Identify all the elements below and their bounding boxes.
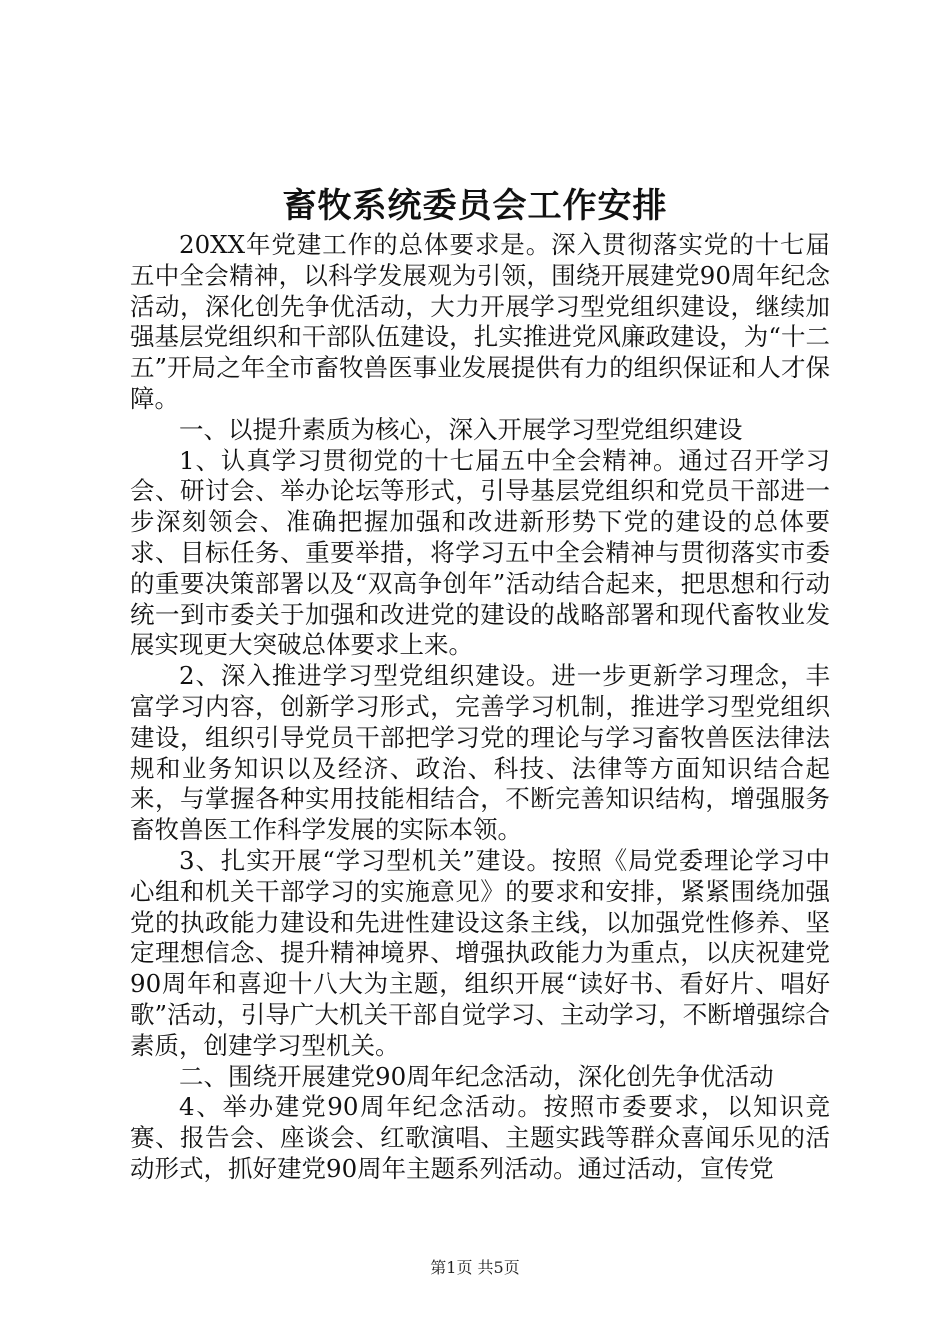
paragraph-item-1: 1、认真学习贯彻党的十七届五中全会精神。通过召开学习会、研讨会、举办论坛等形式，引导基层党组织和党员干部进一步深刻领会、准确把握加强和改进新形势下党的建设的总体要求、目标任务、重要举措，将学习五中全会精神与贯彻落实市委的重要决策部署以及“双高争创年”活动结合起来，把思想和行动统一到市委关于加强和改进党的建设的战略部署和现代畜牧业发展实现更大突破总体要求上来。 bbox=[130, 445, 830, 660]
paragraph-item-4: 4、举办建党90周年纪念活动。按照市委要求，以知识竞赛、报告会、座谈会、红歌演唱、主题实践等群众喜闻乐见的活动形式，抓好建党90周年主题系列活动。通过活动，宣传党 bbox=[130, 1092, 830, 1183]
paragraph-item-3: 3、扎实开展“学习型机关”建设。按照《局党委理论学习中心组和机关干部学习的实施意见》的要求和安排，紧紧围绕加强党的执政能力建设和先进性建设这条主线，以加强党性修养、坚定理想信念、提升精神境界、增强执政能力为重点，以庆祝建党90周年和喜迎十八大为主题，组织开展“读好书、看好片、唱好歌”活动，引导广大机关干部自觉学习、主动学习，不断增强综合素质，创建学习型机关。 bbox=[130, 845, 830, 1060]
paragraph-item-2: 2、深入推进学习型党组织建设。进一步更新学习理念，丰富学习内容，创新学习形式，完善学习机制，推进学习型党组织建设，组织引导党员干部把学习党的理论与学习畜牧兽医法律法规和业务知识以及经济、政治、科技、法律等方面知识结合起来，与掌握各种实用技能相结合，不断完善知识结构，增强服务畜牧兽医工作科学发展的实际本领。 bbox=[130, 661, 830, 845]
paragraph-intro: 20XX年党建工作的总体要求是。深入贯彻落实党的十七届五中全会精神，以科学发展观为引领，围绕开展建党90周年纪念活动，深化创先争优活动，大力开展学习型党组织建设，继续加强基层党组织和干部队伍建设，扎实推进党风廉政建设，为“十二五”开局之年全市畜牧兽医事业发展提供有力的组织保证和人才保障。 bbox=[130, 230, 830, 413]
document-body bbox=[130, 230, 830, 1185]
section-heading-1: 一、以提升素质为核心，深入开展学习型党组织建设 bbox=[179, 414, 743, 444]
section-heading-2: 二、围绕开展建党90周年纪念活动，深化创先争优活动 bbox=[179, 1061, 774, 1091]
page-number-footer: 第1页 共5页 bbox=[430, 1258, 520, 1277]
document-title: 畜牧系统委员会工作安排 bbox=[282, 186, 668, 226]
